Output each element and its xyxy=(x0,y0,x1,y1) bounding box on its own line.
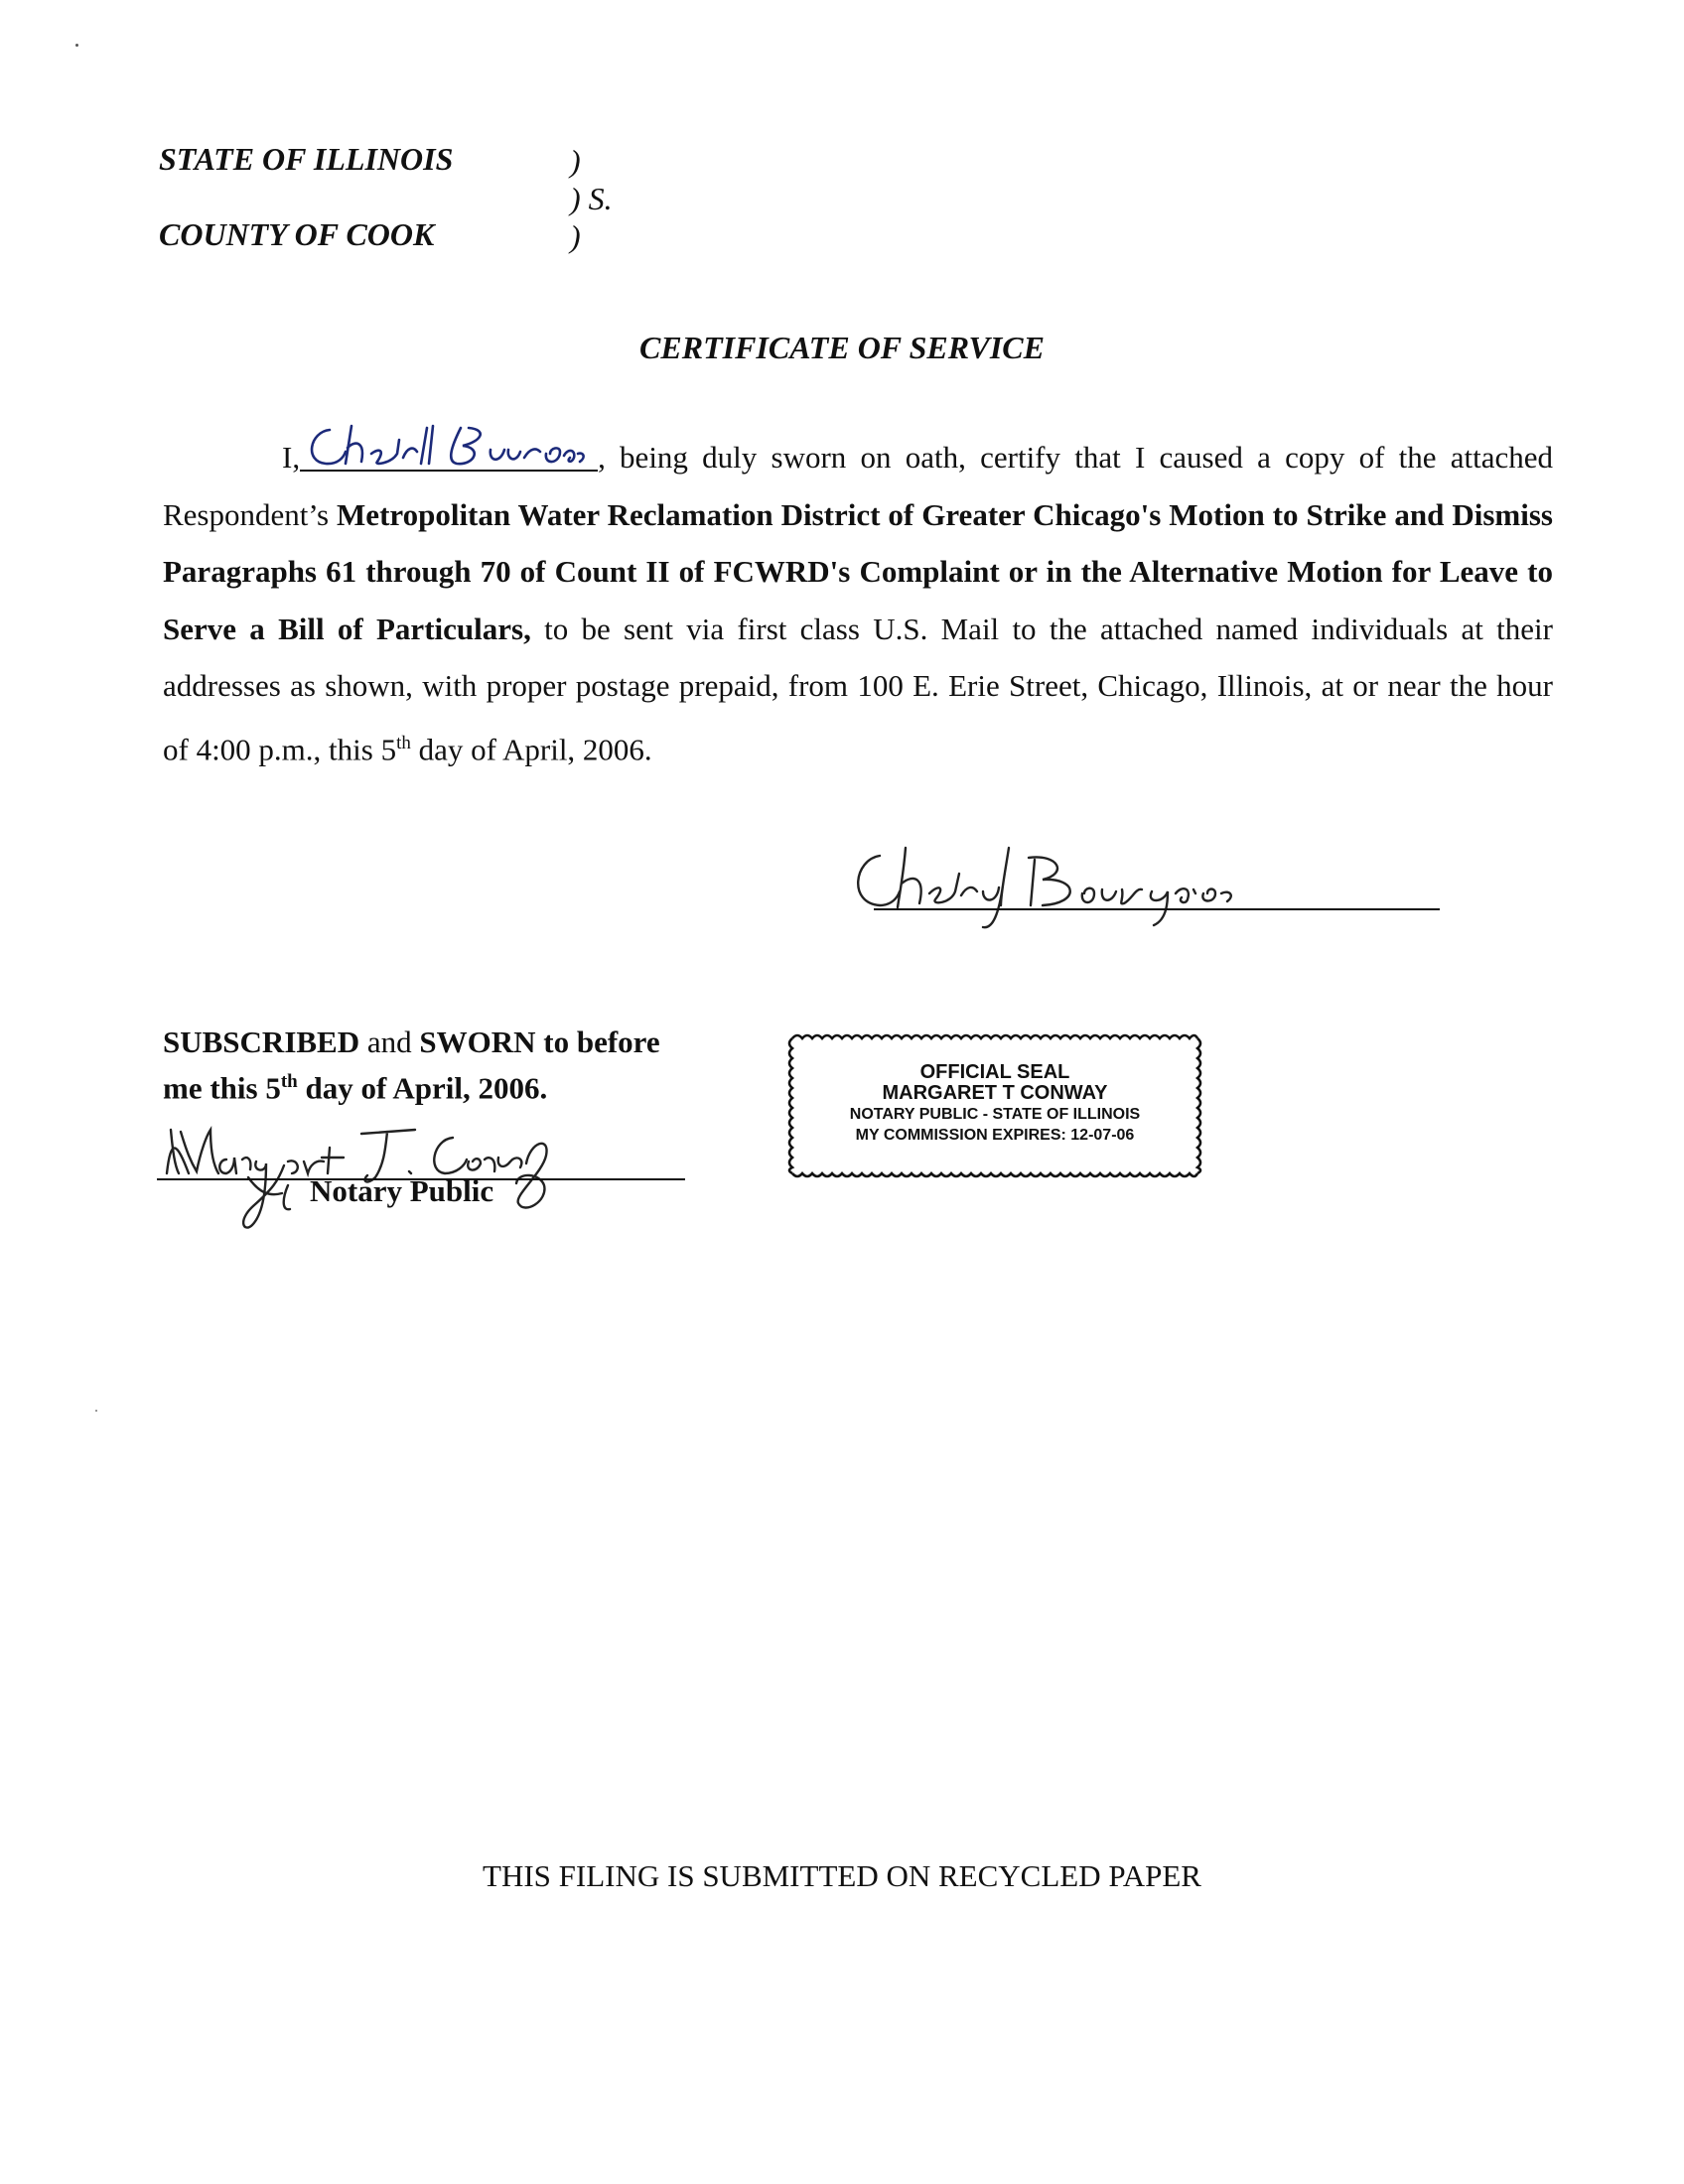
body-text-1: , being duly sworn on oath, certify that I caused a copy of the attached Respondent’s xyxy=(163,440,1553,532)
and-word: and xyxy=(359,1024,420,1059)
body-prefix: I, xyxy=(282,440,301,475)
subscribed-line-2 xyxy=(163,1062,660,1108)
notary-date-text: day of April, 2006. xyxy=(297,1070,548,1106)
body-text-3: day of April, 2006. xyxy=(410,731,652,766)
to-before-words: to before xyxy=(535,1024,660,1059)
sworn-word: SWORN xyxy=(419,1024,536,1059)
caption-paren-bottom: ) xyxy=(570,218,581,254)
caption-paren-top: ) xyxy=(570,143,581,179)
seal-line-official-seal: OFFICIAL SEAL xyxy=(919,1061,1070,1083)
day-ordinal: th xyxy=(396,732,411,753)
county-caption: COUNTY OF COOK xyxy=(159,216,435,252)
subscribed-word: SUBSCRIBED xyxy=(163,1024,360,1059)
body-text-2: to be sent via first class U.S. Mail to the attached named individuals at their addresses as shown, with proper postage prepaid, from 100 E. Erie Street, Chicago, Illinois, at or near the hour of 4:00 p.m., this 5 xyxy=(163,611,1553,766)
official-seal-stamp xyxy=(786,1032,1203,1179)
notary-day-ordinal: th xyxy=(280,1071,298,1092)
motion-title: Metropolitan Water Reclamation District of Greater Chicago's Motion to Strike and Dismiss Paragraphs 61 through 70 of Count II of FCWRD's Complaint or in the Alternative Motion for Leave to Serve a Bill of Particulars, xyxy=(163,496,1553,646)
scan-speck xyxy=(75,44,78,47)
seal-line-commission: MY COMMISSION EXPIRES: 12-07-06 xyxy=(855,1127,1135,1144)
notary-public-label: Notary Public xyxy=(310,1173,494,1208)
subscribed-sworn-statement xyxy=(163,1023,660,1108)
certificate-body xyxy=(163,429,1553,777)
caption-paren-mid: ) S. xyxy=(570,181,613,216)
scan-speck xyxy=(95,1410,97,1412)
recycled-paper-footer: THIS FILING IS SUBMITTED ON RECYCLED PAPER xyxy=(483,1858,1201,1893)
state-caption: STATE OF ILLINOIS xyxy=(159,141,454,177)
seal-line-notary-state: NOTARY PUBLIC - STATE OF ILLINOIS xyxy=(849,1106,1141,1123)
me-this-text: me this 5 xyxy=(163,1070,281,1106)
document-title: CERTIFICATE OF SERVICE xyxy=(639,330,1045,365)
affiant-signature xyxy=(834,834,1440,933)
affiant-handwritten-name xyxy=(300,418,588,478)
seal-line-name: MARGARET T CONWAY xyxy=(882,1082,1108,1104)
subscribed-line-1 xyxy=(163,1023,660,1062)
